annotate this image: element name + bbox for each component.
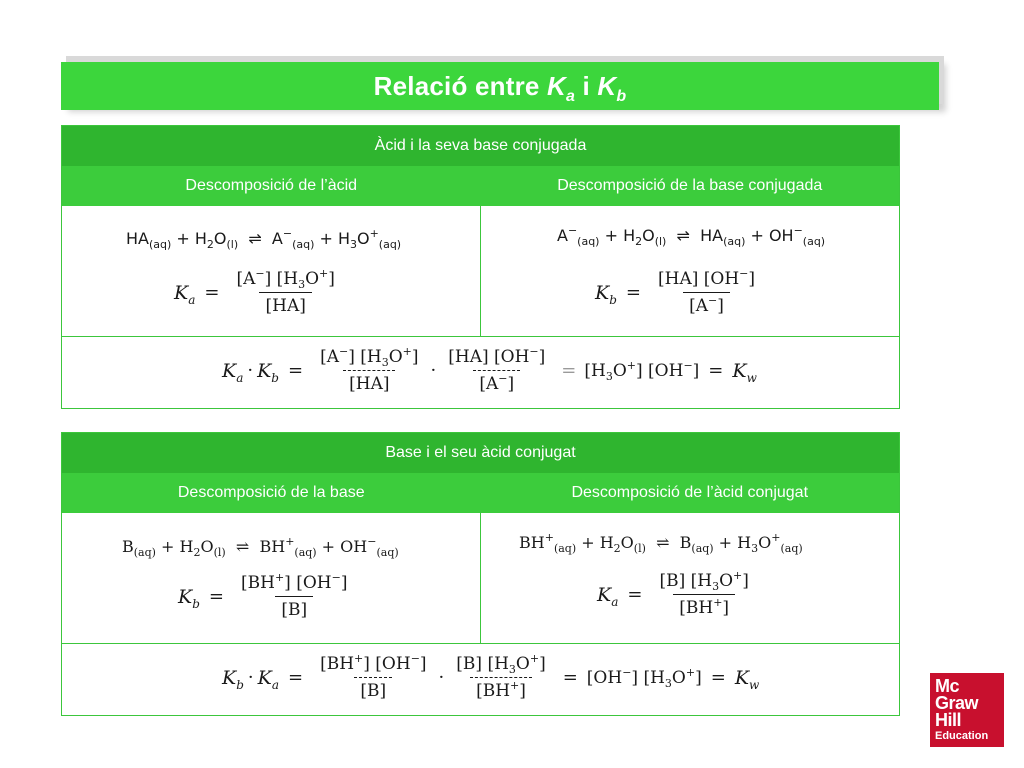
table-header: Àcid i la seva base conjugada bbox=[62, 126, 899, 166]
kb-expression: $K_b$ = $\frac{[BH^+] [OH^-]}{[B]}$ bbox=[178, 571, 348, 620]
conjugate-base-reaction-equation: $A^-_{(aq)} + H_2O_{(l)}$ ⇌ $HA_{(aq)} + OH^-_{(aq)}$ bbox=[557, 224, 826, 248]
conjugate-acid-reaction-equation: $BH^+_{(aq)} + H_2O_{(l)}$ ⇌ $B_{(aq)} + H_3O^+_{(aq)}$ bbox=[519, 531, 803, 555]
conjugate-acid-dissociation-cell bbox=[480, 513, 899, 643]
kb-ka-product-expression: $K_b$ · $K_a$ = $\frac{[BH^+] [OH^-]}{[B]}$ · $\frac{[B] [H_3O^+]}{[BH^+]}$ = [OH−] $[H_3O^+]$ = $K_w$ bbox=[222, 652, 760, 701]
table-header: Base i el seu àcid conjugat bbox=[62, 433, 899, 473]
col-header-acid-dissociation: Descomposició de l’àcid bbox=[185, 177, 358, 194]
title-prefix: Relació entre bbox=[373, 70, 547, 101]
title-k2: K bbox=[597, 70, 617, 101]
table-subheader bbox=[62, 166, 899, 206]
product-row bbox=[62, 337, 899, 408]
base-conjugate-acid-table bbox=[61, 432, 900, 716]
title-k1-sub: a bbox=[565, 87, 576, 105]
col-header-base-dissociation: Descomposició de la base bbox=[177, 484, 365, 501]
ka-expression: $K_a$ = $\frac{[B] [H_3O^+]}{[BH^+]}$ bbox=[597, 569, 749, 618]
table-subheader bbox=[62, 473, 899, 513]
slide-title bbox=[373, 70, 627, 105]
mcgraw-hill-education-logo bbox=[930, 673, 1004, 747]
acid-reaction-equation: $HA_{(aq)} + H_2O_{(l)}$ ⇌ $A^-_{(aq)} + H_3O^+_{(aq)}$ bbox=[126, 227, 402, 251]
logo-line-2: Graw bbox=[935, 692, 979, 713]
logo-line-4: Education bbox=[935, 729, 989, 742]
title-middle: i bbox=[575, 70, 598, 101]
col-header-conjugate-acid-dissociation: Descomposició de l’àcid conjugat bbox=[571, 484, 809, 501]
ka-expression: $K_a$ = $\frac{[A^-] [H_3O^+]}{[HA]}$ bbox=[174, 267, 335, 316]
product-row bbox=[62, 644, 899, 715]
acid-conjugate-base-table bbox=[61, 125, 900, 409]
logo-line-3: Hill bbox=[935, 709, 962, 730]
title-k2-sub: b bbox=[616, 87, 627, 105]
kb-expression: $K_b$ = $\frac{[HA] [OH^-]}{[A^-]}$ bbox=[595, 267, 756, 316]
equations-row bbox=[62, 206, 899, 337]
slide-title-bar bbox=[61, 62, 939, 110]
logo-line-1: Mc bbox=[935, 675, 960, 696]
acid-dissociation-cell bbox=[62, 206, 480, 336]
ka-kb-product-expression: $K_a$ · $K_b$ = $\frac{[A^-] [H_3O^+]}{[HA]}$ · $\frac{[HA] [OH^-]}{[A^-]}$ = $[H_3O^+]$ [OH−] = $K_w$ bbox=[222, 345, 757, 394]
base-dissociation-cell bbox=[480, 206, 899, 336]
col-header-conjugate-base-dissociation: Descomposició de la base conjugada bbox=[557, 177, 823, 194]
base-reaction-equation: $B_{(aq)} + H_2O_{(l)}$ ⇌ $BH^+_{(aq)} + OH^-_{(aq)}$ bbox=[122, 535, 399, 559]
equations-row bbox=[62, 513, 899, 644]
title-k1: K bbox=[546, 70, 566, 101]
base-dissociation-cell bbox=[62, 513, 480, 643]
